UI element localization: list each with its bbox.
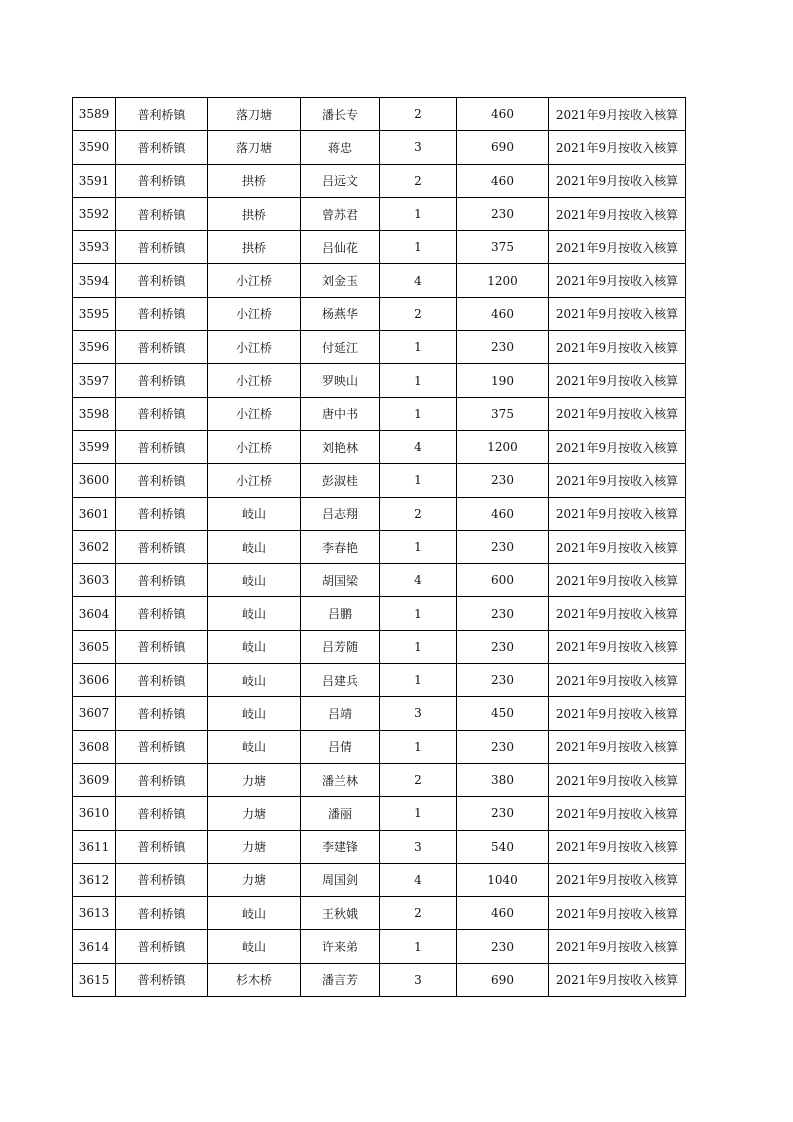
cell-serial-no: 3600	[73, 464, 116, 497]
table-row	[73, 697, 686, 730]
cell-serial-no: 3589	[73, 98, 116, 131]
cell-name: 许来弟	[301, 930, 380, 963]
cell-name: 胡国梁	[301, 564, 380, 597]
cell-serial-no: 3611	[73, 830, 116, 863]
cell-household-size: 2	[380, 164, 457, 197]
table-body	[73, 98, 686, 997]
cell-note: 2021年9月按收入核算	[549, 664, 686, 697]
cell-serial-no: 3598	[73, 397, 116, 430]
cell-household-size: 1	[380, 231, 457, 264]
cell-town: 普利桥镇	[116, 564, 208, 597]
cell-town: 普利桥镇	[116, 464, 208, 497]
table-row	[73, 863, 686, 896]
table-row	[73, 530, 686, 563]
cell-amount: 230	[457, 197, 549, 230]
cell-amount: 460	[457, 897, 549, 930]
cell-name: 刘金玉	[301, 264, 380, 297]
cell-serial-no: 3610	[73, 797, 116, 830]
cell-household-size: 2	[380, 297, 457, 330]
cell-note: 2021年9月按收入核算	[549, 863, 686, 896]
cell-village: 岐山	[208, 930, 301, 963]
cell-name: 彭淑桂	[301, 464, 380, 497]
cell-amount: 375	[457, 397, 549, 430]
cell-serial-no: 3602	[73, 530, 116, 563]
cell-amount: 230	[457, 331, 549, 364]
cell-town: 普利桥镇	[116, 930, 208, 963]
cell-note: 2021年9月按收入核算	[549, 830, 686, 863]
table-row	[73, 763, 686, 796]
data-table	[72, 97, 686, 997]
cell-amount: 230	[457, 664, 549, 697]
table-row	[73, 464, 686, 497]
cell-amount: 460	[457, 497, 549, 530]
cell-village: 力塘	[208, 863, 301, 896]
cell-village: 落刀塘	[208, 131, 301, 164]
cell-village: 岐山	[208, 564, 301, 597]
cell-household-size: 1	[380, 930, 457, 963]
cell-serial-no: 3609	[73, 763, 116, 796]
cell-village: 岐山	[208, 697, 301, 730]
cell-amount: 690	[457, 131, 549, 164]
cell-name: 吕仙花	[301, 231, 380, 264]
cell-serial-no: 3591	[73, 164, 116, 197]
cell-serial-no: 3594	[73, 264, 116, 297]
cell-serial-no: 3593	[73, 231, 116, 264]
cell-note: 2021年9月按收入核算	[549, 364, 686, 397]
cell-note: 2021年9月按收入核算	[549, 530, 686, 563]
cell-serial-no: 3612	[73, 863, 116, 896]
cell-name: 潘丽	[301, 797, 380, 830]
cell-note: 2021年9月按收入核算	[549, 763, 686, 796]
cell-household-size: 1	[380, 331, 457, 364]
table-row	[73, 630, 686, 663]
cell-name: 吕志翔	[301, 497, 380, 530]
table-row	[73, 597, 686, 630]
cell-serial-no: 3607	[73, 697, 116, 730]
cell-household-size: 3	[380, 131, 457, 164]
cell-household-size: 3	[380, 697, 457, 730]
cell-village: 力塘	[208, 797, 301, 830]
cell-town: 普利桥镇	[116, 98, 208, 131]
cell-note: 2021年9月按收入核算	[549, 430, 686, 463]
cell-town: 普利桥镇	[116, 664, 208, 697]
cell-household-size: 3	[380, 830, 457, 863]
cell-name: 李春艳	[301, 530, 380, 563]
cell-note: 2021年9月按收入核算	[549, 231, 686, 264]
cell-household-size: 1	[380, 730, 457, 763]
cell-amount: 230	[457, 730, 549, 763]
cell-village: 力塘	[208, 830, 301, 863]
cell-village: 小江桥	[208, 430, 301, 463]
cell-household-size: 1	[380, 464, 457, 497]
cell-amount: 380	[457, 763, 549, 796]
table-row	[73, 197, 686, 230]
cell-name: 潘言芳	[301, 963, 380, 996]
cell-name: 潘兰林	[301, 763, 380, 796]
cell-amount: 600	[457, 564, 549, 597]
cell-village: 岐山	[208, 730, 301, 763]
cell-amount: 190	[457, 364, 549, 397]
cell-household-size: 4	[380, 564, 457, 597]
cell-amount: 460	[457, 297, 549, 330]
cell-serial-no: 3603	[73, 564, 116, 597]
cell-village: 小江桥	[208, 331, 301, 364]
cell-amount: 460	[457, 98, 549, 131]
cell-name: 吕芳随	[301, 630, 380, 663]
cell-note: 2021年9月按收入核算	[549, 630, 686, 663]
cell-note: 2021年9月按收入核算	[549, 930, 686, 963]
cell-amount: 230	[457, 597, 549, 630]
cell-town: 普利桥镇	[116, 697, 208, 730]
cell-amount: 230	[457, 930, 549, 963]
cell-village: 岐山	[208, 664, 301, 697]
cell-town: 普利桥镇	[116, 264, 208, 297]
cell-note: 2021年9月按收入核算	[549, 464, 686, 497]
cell-serial-no: 3604	[73, 597, 116, 630]
table-row	[73, 164, 686, 197]
cell-household-size: 4	[380, 863, 457, 896]
cell-note: 2021年9月按收入核算	[549, 897, 686, 930]
cell-town: 普利桥镇	[116, 397, 208, 430]
cell-amount: 375	[457, 231, 549, 264]
cell-amount: 450	[457, 697, 549, 730]
cell-village: 岐山	[208, 597, 301, 630]
cell-village: 拱桥	[208, 197, 301, 230]
cell-amount: 230	[457, 630, 549, 663]
cell-note: 2021年9月按收入核算	[549, 797, 686, 830]
cell-village: 小江桥	[208, 464, 301, 497]
table-row	[73, 664, 686, 697]
cell-village: 拱桥	[208, 164, 301, 197]
cell-village: 小江桥	[208, 297, 301, 330]
cell-serial-no: 3595	[73, 297, 116, 330]
cell-note: 2021年9月按收入核算	[549, 397, 686, 430]
cell-village: 岐山	[208, 897, 301, 930]
cell-note: 2021年9月按收入核算	[549, 597, 686, 630]
cell-village: 小江桥	[208, 397, 301, 430]
cell-amount: 230	[457, 530, 549, 563]
cell-town: 普利桥镇	[116, 364, 208, 397]
table-row	[73, 231, 686, 264]
cell-village: 杉木桥	[208, 963, 301, 996]
cell-town: 普利桥镇	[116, 497, 208, 530]
cell-household-size: 1	[380, 664, 457, 697]
cell-village: 力塘	[208, 763, 301, 796]
cell-town: 普利桥镇	[116, 197, 208, 230]
cell-name: 唐中书	[301, 397, 380, 430]
cell-note: 2021年9月按收入核算	[549, 131, 686, 164]
cell-serial-no: 3597	[73, 364, 116, 397]
cell-serial-no: 3596	[73, 331, 116, 364]
cell-name: 曾苏君	[301, 197, 380, 230]
cell-name: 罗映山	[301, 364, 380, 397]
cell-name: 吕倩	[301, 730, 380, 763]
cell-household-size: 1	[380, 797, 457, 830]
table-row	[73, 397, 686, 430]
table-row	[73, 264, 686, 297]
cell-note: 2021年9月按收入核算	[549, 164, 686, 197]
table-row	[73, 430, 686, 463]
cell-amount: 230	[457, 797, 549, 830]
cell-town: 普利桥镇	[116, 797, 208, 830]
cell-town: 普利桥镇	[116, 863, 208, 896]
cell-town: 普利桥镇	[116, 430, 208, 463]
table-row	[73, 331, 686, 364]
table-row	[73, 564, 686, 597]
cell-note: 2021年9月按收入核算	[549, 98, 686, 131]
cell-serial-no: 3605	[73, 630, 116, 663]
cell-amount: 690	[457, 963, 549, 996]
cell-household-size: 1	[380, 630, 457, 663]
cell-town: 普利桥镇	[116, 597, 208, 630]
cell-village: 小江桥	[208, 264, 301, 297]
cell-note: 2021年9月按收入核算	[549, 697, 686, 730]
cell-amount: 1200	[457, 430, 549, 463]
cell-village: 拱桥	[208, 231, 301, 264]
cell-amount: 1040	[457, 863, 549, 896]
cell-name: 吕靖	[301, 697, 380, 730]
cell-note: 2021年9月按收入核算	[549, 264, 686, 297]
cell-note: 2021年9月按收入核算	[549, 297, 686, 330]
cell-note: 2021年9月按收入核算	[549, 197, 686, 230]
table-row	[73, 963, 686, 996]
cell-town: 普利桥镇	[116, 763, 208, 796]
cell-note: 2021年9月按收入核算	[549, 730, 686, 763]
cell-serial-no: 3590	[73, 131, 116, 164]
table-row	[73, 930, 686, 963]
cell-amount: 460	[457, 164, 549, 197]
cell-serial-no: 3614	[73, 930, 116, 963]
cell-household-size: 1	[380, 530, 457, 563]
cell-town: 普利桥镇	[116, 530, 208, 563]
table-row	[73, 897, 686, 930]
cell-town: 普利桥镇	[116, 630, 208, 663]
cell-note: 2021年9月按收入核算	[549, 497, 686, 530]
cell-amount: 540	[457, 830, 549, 863]
cell-village: 岐山	[208, 530, 301, 563]
cell-serial-no: 3613	[73, 897, 116, 930]
table-row	[73, 797, 686, 830]
cell-town: 普利桥镇	[116, 830, 208, 863]
cell-household-size: 2	[380, 897, 457, 930]
cell-village: 岐山	[208, 630, 301, 663]
table-row	[73, 730, 686, 763]
cell-town: 普利桥镇	[116, 331, 208, 364]
cell-household-size: 1	[380, 364, 457, 397]
cell-village: 小江桥	[208, 364, 301, 397]
cell-name: 刘艳林	[301, 430, 380, 463]
table-row	[73, 131, 686, 164]
cell-amount: 1200	[457, 264, 549, 297]
cell-name: 蒋忠	[301, 131, 380, 164]
cell-serial-no: 3592	[73, 197, 116, 230]
cell-household-size: 1	[380, 197, 457, 230]
cell-name: 吕建兵	[301, 664, 380, 697]
cell-household-size: 4	[380, 430, 457, 463]
cell-village: 落刀塘	[208, 98, 301, 131]
table-row	[73, 497, 686, 530]
cell-town: 普利桥镇	[116, 963, 208, 996]
cell-serial-no: 3601	[73, 497, 116, 530]
table-row	[73, 297, 686, 330]
cell-note: 2021年9月按收入核算	[549, 331, 686, 364]
cell-town: 普利桥镇	[116, 164, 208, 197]
cell-household-size: 3	[380, 963, 457, 996]
cell-name: 李建锋	[301, 830, 380, 863]
cell-village: 岐山	[208, 497, 301, 530]
cell-name: 付延江	[301, 331, 380, 364]
cell-note: 2021年9月按收入核算	[549, 564, 686, 597]
cell-serial-no: 3599	[73, 430, 116, 463]
cell-town: 普利桥镇	[116, 131, 208, 164]
cell-serial-no: 3606	[73, 664, 116, 697]
table-row	[73, 364, 686, 397]
cell-amount: 230	[457, 464, 549, 497]
cell-name: 潘长专	[301, 98, 380, 131]
cell-serial-no: 3615	[73, 963, 116, 996]
cell-name: 杨燕华	[301, 297, 380, 330]
cell-household-size: 1	[380, 397, 457, 430]
cell-note: 2021年9月按收入核算	[549, 963, 686, 996]
cell-town: 普利桥镇	[116, 897, 208, 930]
cell-name: 王秋娥	[301, 897, 380, 930]
cell-household-size: 4	[380, 264, 457, 297]
cell-name: 周国剑	[301, 863, 380, 896]
cell-household-size: 2	[380, 98, 457, 131]
cell-household-size: 1	[380, 597, 457, 630]
cell-name: 吕鹏	[301, 597, 380, 630]
cell-serial-no: 3608	[73, 730, 116, 763]
cell-town: 普利桥镇	[116, 730, 208, 763]
cell-town: 普利桥镇	[116, 231, 208, 264]
table-row	[73, 830, 686, 863]
cell-household-size: 2	[380, 497, 457, 530]
cell-town: 普利桥镇	[116, 297, 208, 330]
table-row	[73, 98, 686, 131]
cell-household-size: 2	[380, 763, 457, 796]
cell-name: 吕远文	[301, 164, 380, 197]
